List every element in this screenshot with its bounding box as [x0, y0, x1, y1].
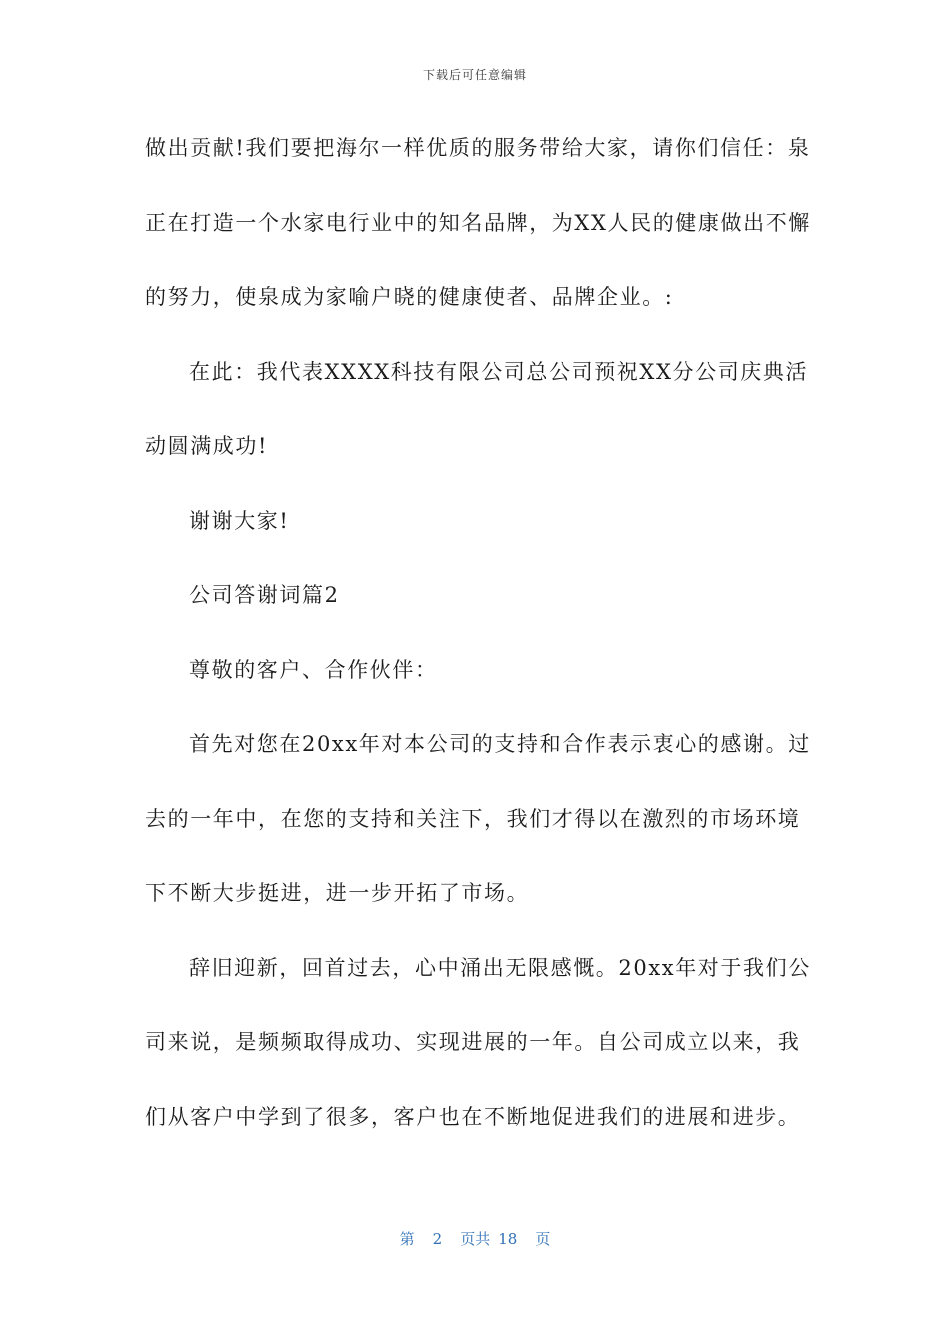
paragraph-line: 们从客户中学到了很多，客户也在不断地促进我们的进展和进步。	[145, 1104, 801, 1129]
paragraph-line: 在此：我代表XXXX科技有限公司总公司预祝XX分公司庆典活	[189, 359, 809, 384]
section-heading: 公司答谢词篇2	[189, 583, 340, 607]
paragraph-line: 司来说，是频频取得成功、实现进展的一年。自公司成立以来，我	[145, 1030, 801, 1054]
paragraph-line: 辞旧迎新，回首过去，心中涌出无限感慨。20xx年对于我们公	[189, 955, 811, 980]
paragraph-line: 正在打造一个水家电行业中的知名品牌，为XX人民的健康做出不懈	[145, 210, 811, 235]
footer-prefix: 第	[399, 1230, 415, 1248]
paragraph-line: 去的一年中，在您的支持和关注下，我们才得以在激烈的市场环境	[145, 806, 801, 831]
paragraph-line: 动圆满成功!	[145, 434, 269, 458]
paragraph-line: 做出贡献!我们要把海尔一样优质的服务带给大家，请你们信任：泉	[145, 136, 811, 160]
page-header: 下载后可任意编辑	[422, 68, 527, 82]
paragraph-line: 的努力，使泉成为家喻户晓的健康使者、品牌企业。:	[145, 285, 674, 309]
footer-suffix: 页	[535, 1230, 551, 1248]
document-body	[145, 128, 810, 1171]
paragraph-line: 谢谢大家!	[189, 508, 290, 533]
footer-page-number: 2	[432, 1230, 443, 1248]
page-footer	[0, 1228, 950, 1249]
footer-total-pages: 18	[498, 1230, 518, 1248]
paragraph-line: 下不断大步挺进，进一步开拓了市场。	[145, 881, 530, 905]
paragraph-line: 首先对您在20xx年对本公司的支持和合作表示衷心的感谢。过	[189, 732, 811, 756]
salutation-line: 尊敬的客户、合作伙伴：	[189, 657, 438, 682]
footer-middle: 页共	[460, 1230, 491, 1248]
